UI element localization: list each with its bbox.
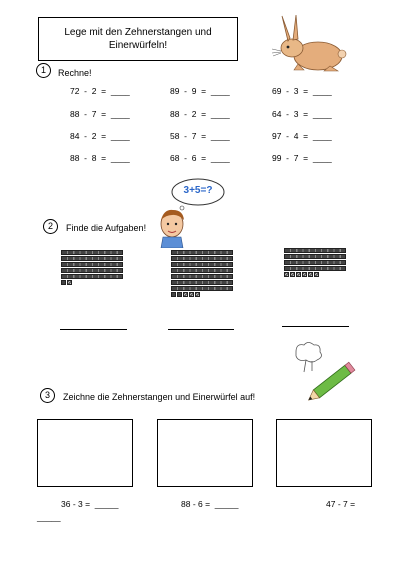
ten-rod (171, 274, 233, 279)
ten-rod (284, 260, 346, 265)
ten-rod (171, 262, 233, 267)
unit-cube (171, 292, 176, 297)
drawing-box-1[interactable] (37, 419, 133, 487)
thought-bubble-text: 3+5=? (183, 185, 213, 196)
drawing-box-2[interactable] (157, 419, 253, 487)
unit-cube (296, 272, 301, 277)
equation: 64 - 3 = ____ (272, 109, 332, 119)
bottom-equation-3: 47 - 7 = (326, 499, 356, 509)
unit-cube (177, 292, 182, 297)
boy-face-icon (156, 204, 190, 248)
answer-line-3[interactable] (282, 326, 349, 327)
equation: 89 - 9 = ____ (170, 86, 230, 96)
equation: 88 - 8 = ____ (70, 153, 130, 163)
equation: 97 - 4 = ____ (272, 131, 332, 141)
section1-label: Rechne! (58, 68, 92, 78)
equation: 68 - 6 = ____ (170, 153, 230, 163)
rabbit-illustration (268, 12, 348, 74)
unit-cube (308, 272, 313, 277)
equation: 58 - 7 = ____ (170, 131, 230, 141)
ten-rod (61, 256, 123, 261)
equation: 88 - 2 = ____ (170, 109, 230, 119)
section2-number: 2 (43, 219, 58, 234)
bottom-equation-1: 36 - 3 = _____ (61, 499, 119, 509)
title-box (38, 17, 238, 61)
answer-line-2[interactable] (168, 329, 234, 330)
unit-cube (189, 292, 194, 297)
pencil-icon (290, 340, 360, 410)
drawing-box-3[interactable] (276, 419, 372, 487)
section1-number: 1 (36, 63, 51, 78)
unit-cube (67, 280, 72, 285)
unit-cube (314, 272, 319, 277)
ten-rod (284, 266, 346, 271)
equation: 99 - 7 = ____ (272, 153, 332, 163)
equation: 72 - 2 = ____ (70, 86, 130, 96)
ten-rod (284, 248, 346, 253)
unit-cube (195, 292, 200, 297)
equation: 88 - 7 = ____ (70, 109, 130, 119)
ten-rod (61, 268, 123, 273)
ten-rod (61, 262, 123, 267)
ten-rod (171, 280, 233, 285)
unit-cube (290, 272, 295, 277)
ten-rod (171, 268, 233, 273)
answer-line-1[interactable] (60, 329, 127, 330)
ten-rod (171, 250, 233, 255)
ten-rod (171, 286, 233, 291)
bottom-equation-2: 88 - 6 = _____ (181, 499, 239, 509)
equation: 69 - 3 = ____ (272, 86, 332, 96)
unit-cube (284, 272, 289, 277)
title-text: Lege mit den Zehnerstangen und Einerwürfeln! (64, 27, 212, 51)
section2-label: Finde die Aufgaben! (66, 223, 147, 233)
section3-number: 3 (40, 388, 55, 403)
unit-cube (61, 280, 66, 285)
unit-cube (183, 292, 188, 297)
bottom-equation-3-answer: _____ (37, 512, 61, 522)
ten-rod (61, 274, 123, 279)
ten-rod (171, 256, 233, 261)
ten-rod (61, 250, 123, 255)
equation: 84 - 2 = ____ (70, 131, 130, 141)
unit-cube (302, 272, 307, 277)
section3-label: Zeichne die Zehnerstangen und Einerwürfel auf! (63, 392, 256, 402)
ten-rod (284, 254, 346, 259)
